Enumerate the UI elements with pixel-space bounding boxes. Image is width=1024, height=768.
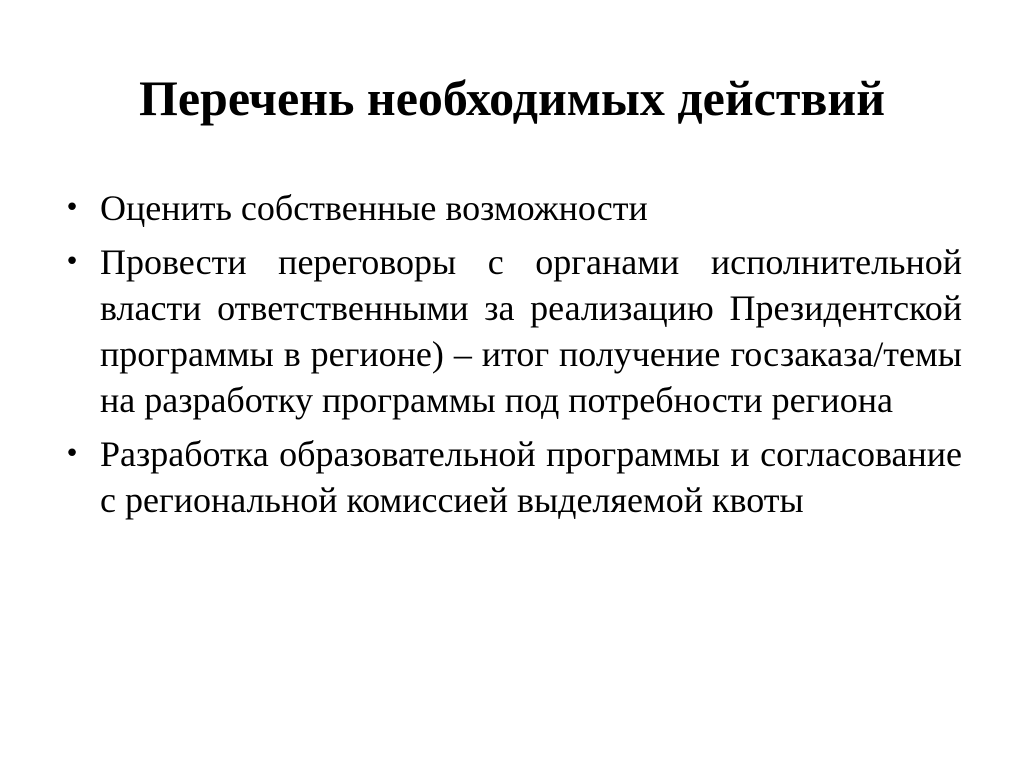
bullet-dot-icon: •	[64, 193, 80, 223]
bullet-item	[64, 431, 962, 523]
bullet-dot-icon: •	[64, 247, 80, 277]
bullet-dot-icon: •	[64, 439, 80, 469]
bullet-text: Разработка образовательной программы и согласование с региональной комиссией выделяемой квоты	[100, 434, 962, 520]
bullet-list	[64, 185, 962, 531]
bullet-item	[64, 185, 962, 231]
bullet-text: Оценить собственные возможности	[100, 188, 648, 228]
bullet-text: Провести переговоры с органами исполнительной власти ответственными за реализацию Президентской программы в регионе) – итог получение госзаказа/темы на разработку программы под потребности региона	[100, 242, 962, 420]
bullet-item	[64, 239, 962, 423]
slide-title: Перечень необходимых действий	[138, 70, 886, 126]
